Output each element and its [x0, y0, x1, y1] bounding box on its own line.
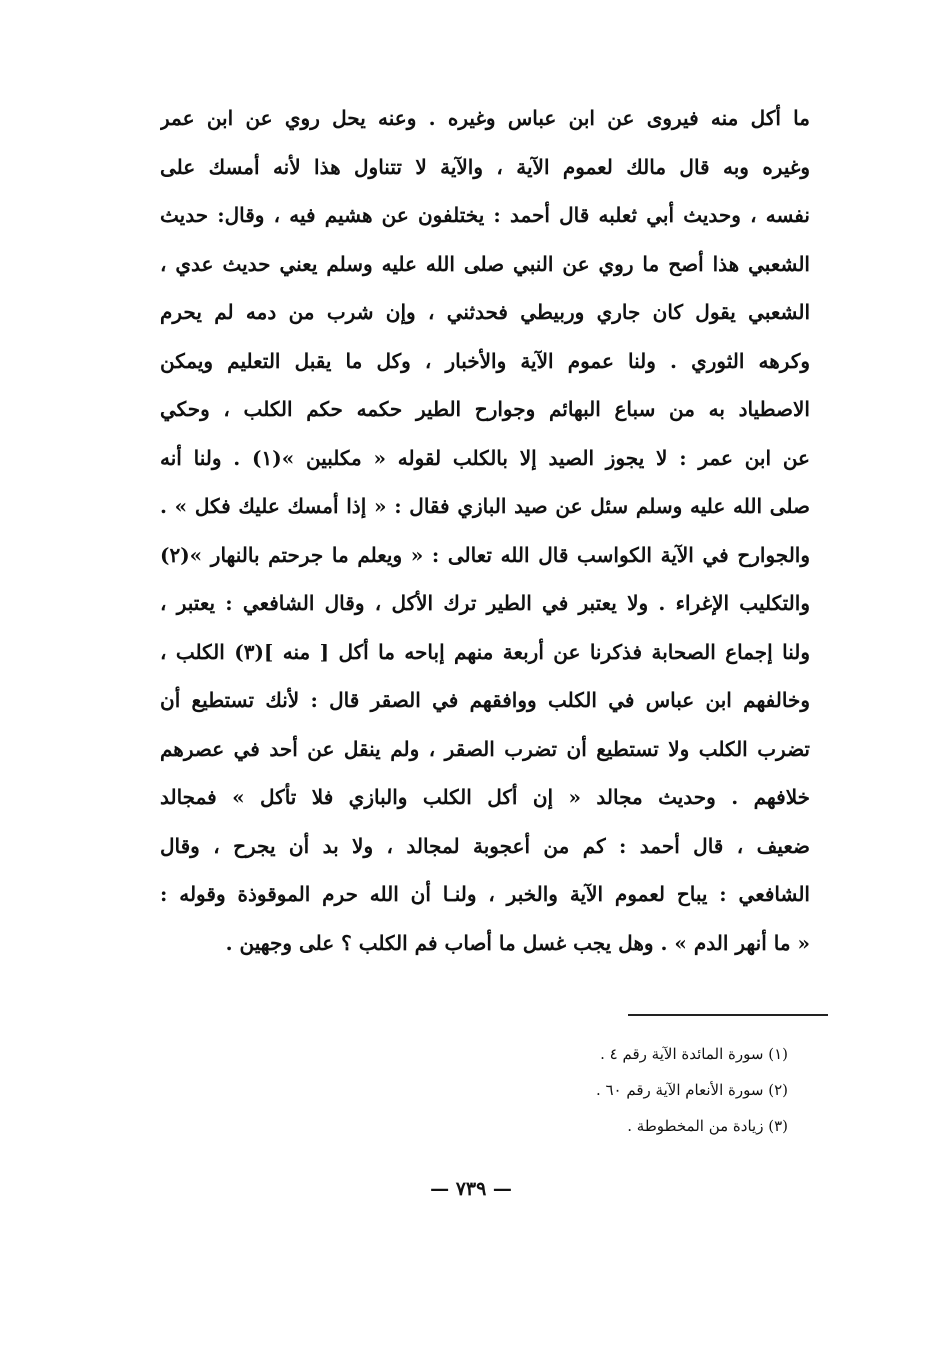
footnote-2: (٢) سورة الأنعام الآية رقم ٦٠ .: [595, 1081, 788, 1099]
footnote-divider: [628, 1014, 828, 1016]
text-line-14: تضرب الكلب ولا تستطيع أن تضرب الصقر ، ولم ينقل عن أحد في عصرهم: [160, 736, 810, 761]
footnotes: [300, 1036, 788, 1144]
text-line-7: الاصطياد به من سباع البهائم وجوارح الطير حكمه حكم الكلب ، وحكي: [160, 397, 810, 421]
text-line-6: وكرهه الثوري . ولنا عموم الآية والأخبار ، وكل ما يقبل التعليم ويمكن: [160, 348, 810, 373]
page-number: — ٧٣٩ —: [430, 1178, 512, 1200]
text-line-15: خلافهم . وحديث مجالد « إن أكل الكلب والبازي فلا تأكل » فمجالد: [160, 785, 810, 809]
text-line-17: الشافعي : يباح لعموم الآية والخبر ، ولنـا أن الله حرم الموقوذة وقوله :: [160, 882, 810, 906]
footnote-3: (٣) زيادة من المخطوطة .: [627, 1117, 788, 1135]
text-line-8: عن ابن عمر : لا يجوز الصيد إلا بالكلب لقوله « مكلبين »(١) . ولنا أنه: [160, 445, 810, 470]
text-line-10: والجوارح في الآية الكواسب قال الله تعالى : « ويعلم ما جرحتم بالنهار »(٢): [160, 542, 810, 567]
text-line-13: وخالفهم ابن عباس في الكلب ووافقهم في الصقر قال : لأنك تستطيع أن: [160, 688, 810, 712]
main-text: [160, 94, 810, 967]
text-line-2: وغيره وبه قال مالك لعموم الآية ، والآية لا تتناول هذا لأنه أمسك على: [160, 154, 810, 179]
text-line-16: ضعيف ، قال أحمد : كم من أعجوبة لمجالد ، ولا بد أن يجرح ، وقال: [160, 833, 810, 858]
text-line-3: نفسه ، وحديث أبي ثعلبه قال أحمد : يختلفون عن هشيم فيه ، وقال: حديث: [160, 203, 810, 227]
text-line-5: الشعبي يقول كان جاري وربيطي فحدثني ، وإن شرب من دمه لم يحرم: [160, 300, 810, 324]
text-line-18: « ما أنهر الدم » . وهل يجب غسل ما أصاب فم الكلب ؟ على وجهين .: [225, 930, 810, 955]
text-line-1: ما أكل منه فيروى عن ابن عباس وغيره . وعنه يحل روي عن ابن عمر: [160, 106, 810, 130]
text-line-4: الشعبي هذا أصح ما روي عن النبي صلى الله عليه وسلم يعني حديث عدي ،: [160, 251, 810, 276]
footnote-1: (١) سورة المائدة الآية رقم ٤ .: [600, 1045, 788, 1063]
text-line-11: والتكليب الإغراء . ولا يعتبر في الطير ترك الأكل ، وقال الشافعي : يعتبر ،: [160, 591, 810, 615]
text-line-12: ولنا إجماع الصحابة فذكرنا عن أربعة منهم إباحه ما أكل [ منه ](٣) الكلب ،: [160, 639, 810, 664]
text-line-9: صلى الله عليه وسلم سئل عن صيد البازي فقال : « إذا أمسك عليك فكل » .: [160, 494, 810, 518]
